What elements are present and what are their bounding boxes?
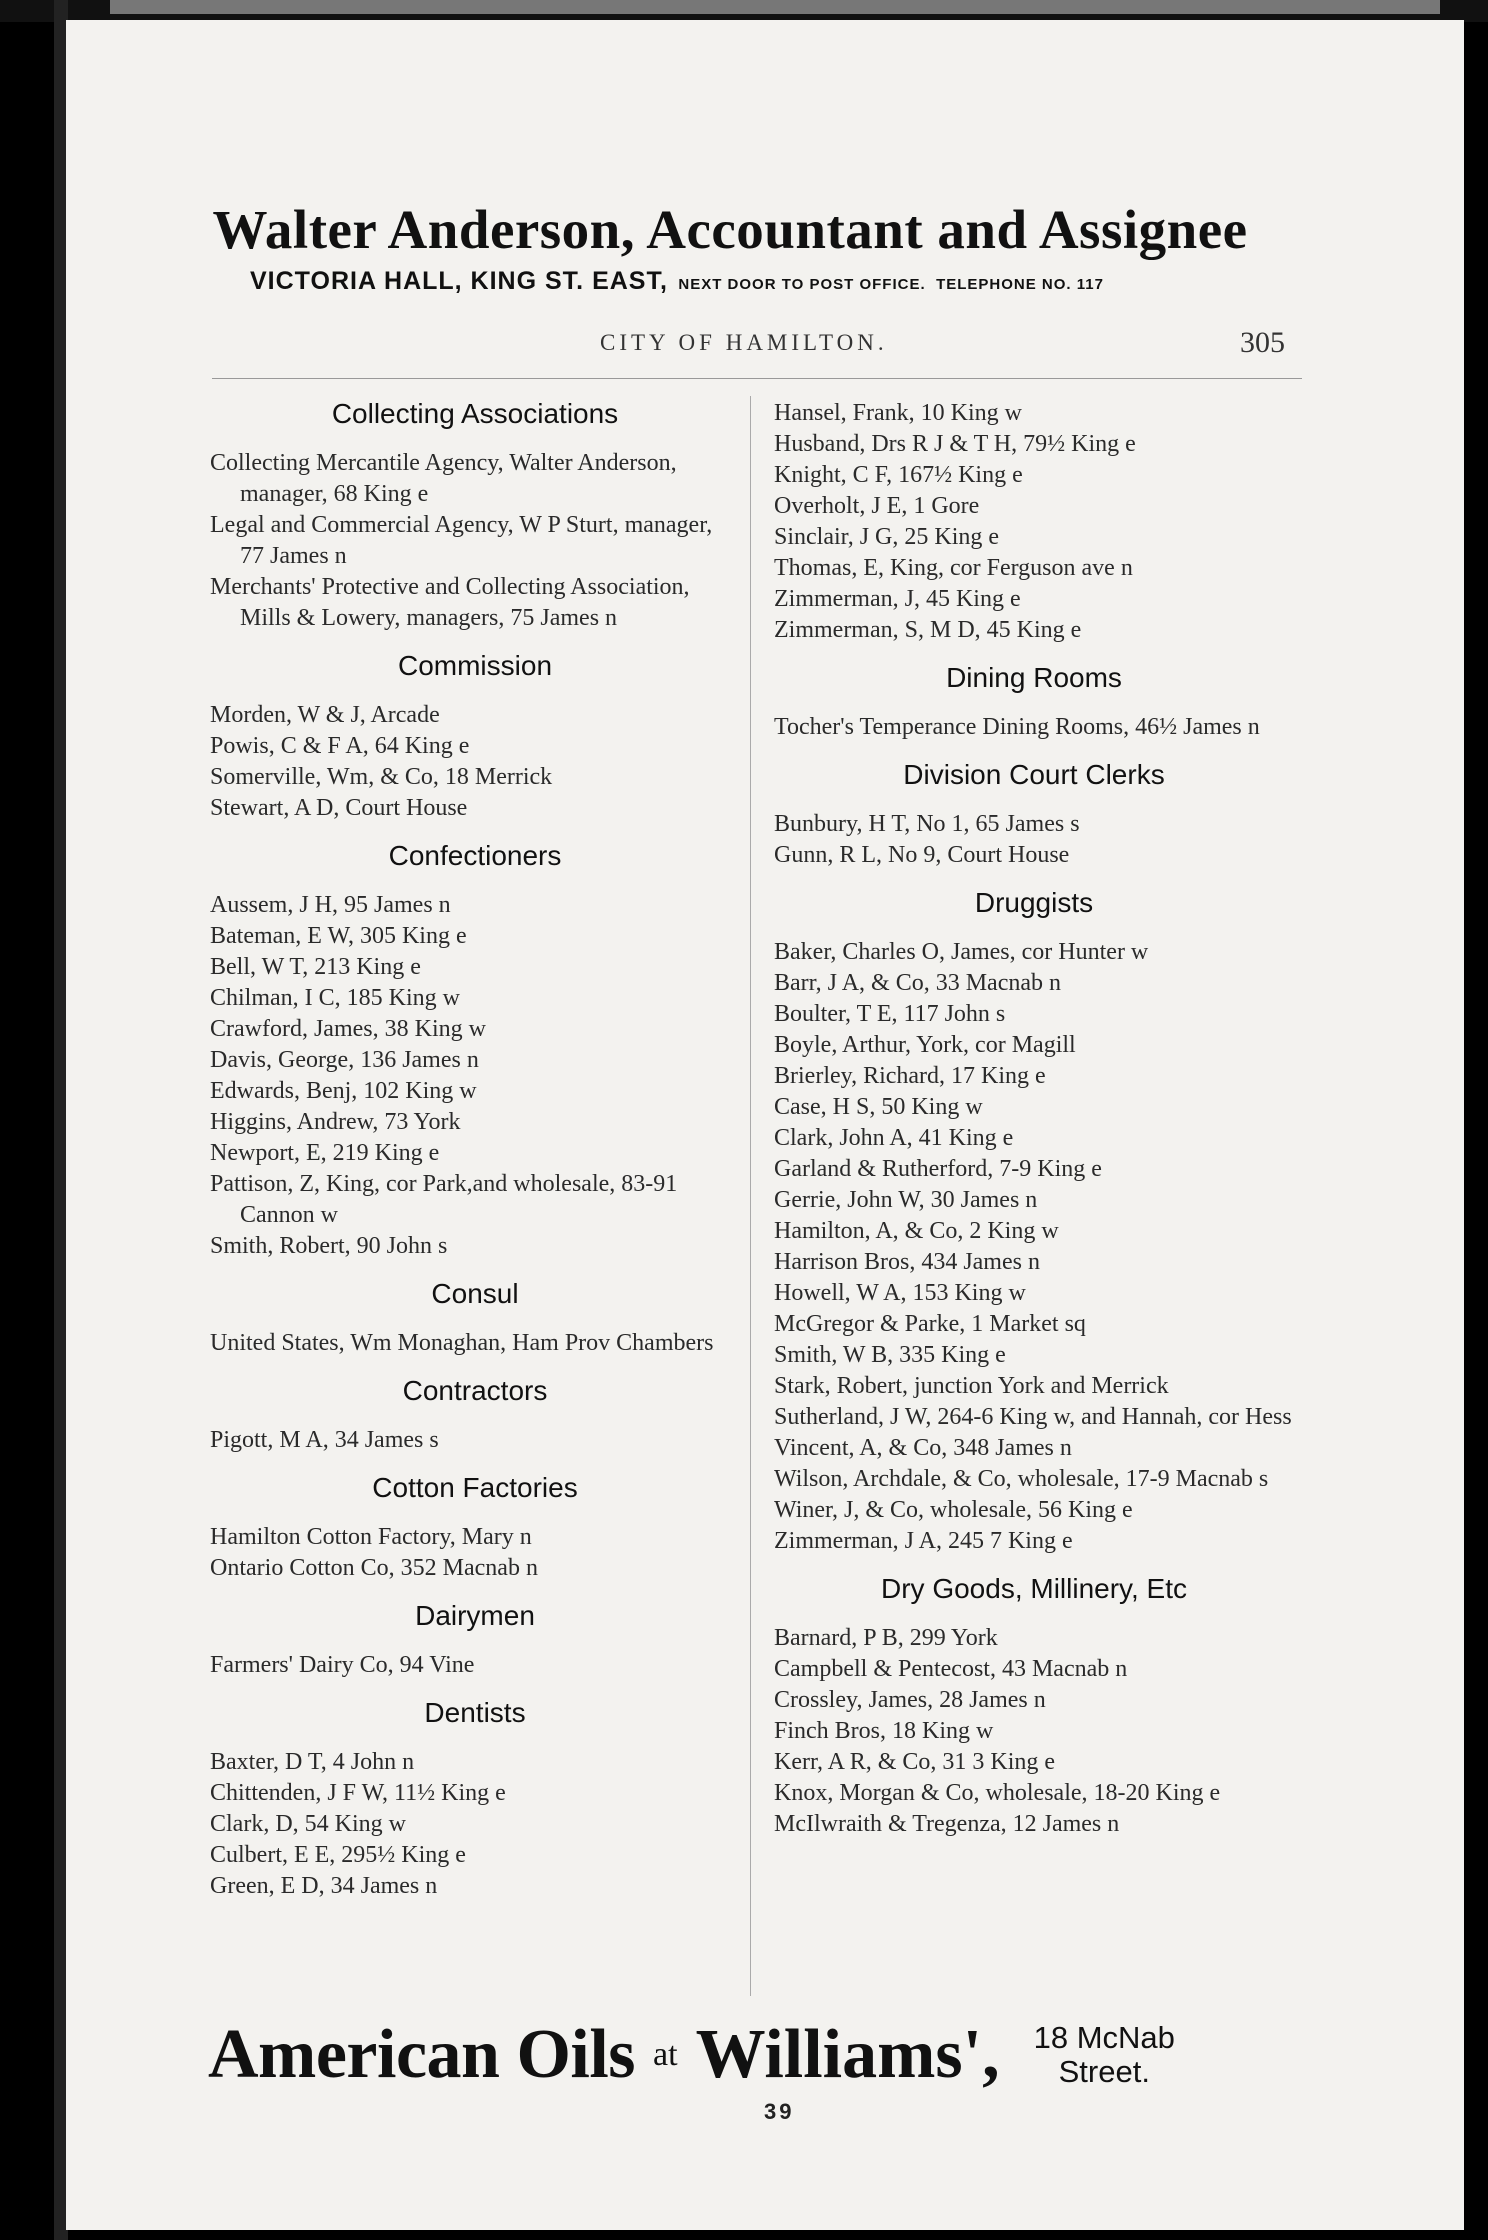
directory-section	[774, 662, 1294, 743]
footer-ad-merchant: Williams',	[695, 2016, 1000, 2093]
directory-entry: Pattison, Z, King, cor Park,and wholesale, 83-91 Cannon w	[210, 1171, 678, 1228]
directory-entry: Garland & Rutherford, 7-9 King e	[774, 1156, 1102, 1182]
section-heading: Druggists	[974, 887, 1094, 918]
directory-entry: Finch Bros, 18 King w	[774, 1718, 994, 1744]
directory-entry: Hamilton Cotton Factory, Mary n	[210, 1524, 532, 1550]
directory-entry: Smith, Robert, 90 John s	[210, 1233, 448, 1259]
section-heading: Dining Rooms	[946, 662, 1122, 693]
section-heading: Dry Goods, Millinery, Etc	[881, 1573, 1187, 1604]
directory-section	[210, 1278, 740, 1359]
directory-section	[210, 1375, 740, 1456]
directory-entry: Farmers' Dairy Co, 94 Vine	[210, 1652, 475, 1678]
directory-section	[210, 1472, 740, 1584]
directory-entry: Thomas, E, King, cor Ferguson ave n	[774, 555, 1133, 581]
directory-section	[210, 840, 740, 1262]
directory-entry: Case, H S, 50 King w	[774, 1094, 983, 1120]
section-heading: Collecting Associations	[331, 398, 619, 429]
directory-section	[210, 1697, 740, 1902]
directory-entry: Zimmerman, J A, 245 7 King e	[774, 1528, 1073, 1554]
footer-ad	[208, 2015, 1308, 2095]
directory-section	[210, 398, 740, 634]
directory-entry: Gerrie, John W, 30 James n	[774, 1187, 1038, 1213]
directory-entry: Boulter, T E, 117 John s	[774, 1001, 1006, 1027]
directory-entry: Culbert, E E, 295½ King e	[210, 1842, 466, 1868]
header-ad-address: VICTORIA HALL, KING ST. EAST,	[250, 267, 668, 295]
directory-entry: United States, Wm Monaghan, Ham Prov Chambers	[210, 1330, 714, 1356]
directory-entry: Stewart, A D, Court House	[210, 795, 468, 821]
scan-top-edge-highlight	[110, 0, 1440, 14]
section-heading: Confectioners	[388, 840, 562, 871]
directory-entry: Aussem, J H, 95 James n	[210, 892, 451, 918]
directory-entry: Howell, W A, 153 King w	[774, 1280, 1026, 1306]
footer-ad-address-line2: Street.	[1058, 2054, 1150, 2089]
section-heading: Cotton Factories	[372, 1472, 578, 1503]
directory-entry: Knox, Morgan & Co, wholesale, 18-20 King e	[774, 1780, 1221, 1806]
directory-entry: Winer, J, & Co, wholesale, 56 King e	[774, 1497, 1133, 1523]
directory-entry: Zimmerman, S, M D, 45 King e	[774, 617, 1082, 643]
directory-section	[774, 398, 1294, 646]
directory-entry: Stark, Robert, junction York and Merrick	[774, 1373, 1169, 1399]
directory-entry: Collecting Mercantile Agency, Walter Anderson, manager, 68 King e	[210, 450, 677, 507]
directory-entry: Crawford, James, 38 King w	[210, 1016, 486, 1042]
footer-ad-product: American Oils	[208, 2016, 636, 2093]
directory-entry: Knight, C F, 167½ King e	[774, 462, 1023, 488]
directory-entry: Zimmerman, J, 45 King e	[774, 586, 1021, 612]
directory-entry: Bateman, E W, 305 King e	[210, 923, 467, 949]
directory-entry: Newport, E, 219 King e	[210, 1140, 440, 1166]
section-heading: Dentists	[424, 1697, 526, 1728]
directory-entry: Hansel, Frank, 10 King w	[774, 400, 1022, 426]
directory-entry: Boyle, Arthur, York, cor Magill	[774, 1032, 1076, 1058]
directory-entry: Green, E D, 34 James n	[210, 1873, 438, 1899]
directory-entry: Vincent, A, & Co, 348 James n	[774, 1435, 1072, 1461]
directory-entry: Chilman, I C, 185 King w	[210, 985, 460, 1011]
directory-entry: Somerville, Wm, & Co, 18 Merrick	[210, 764, 553, 790]
directory-entry: Clark, John A, 41 King e	[774, 1125, 1014, 1151]
column-divider	[750, 396, 751, 1996]
directory-entry: Powis, C & F A, 64 King e	[210, 733, 470, 759]
directory-entry: Chittenden, J F W, 11½ King e	[210, 1780, 506, 1806]
directory-entry: Gunn, R L, No 9, Court House	[774, 842, 1070, 868]
directory-entry: Bunbury, H T, No 1, 65 James s	[774, 811, 1080, 837]
directory-entry: Higgins, Andrew, 73 York	[210, 1109, 461, 1135]
directory-entry: Kerr, A R, & Co, 31 3 King e	[774, 1749, 1056, 1775]
directory-entry: Clark, D, 54 King w	[210, 1811, 406, 1837]
directory-entry: McGregor & Parke, 1 Market sq	[774, 1311, 1086, 1337]
header-ad-telephone: TELEPHONE NO. 117	[936, 276, 1104, 293]
directory-entry: Barr, J A, & Co, 33 Macnab n	[774, 970, 1062, 996]
section-heading: Consul	[431, 1278, 519, 1309]
directory-entry: Wilson, Archdale, & Co, wholesale, 17-9 Macnab s	[774, 1466, 1269, 1492]
running-head: CITY OF HAMILTON.	[600, 330, 888, 355]
directory-entry: Harrison Bros, 434 James n	[774, 1249, 1040, 1275]
directory-entry: Ontario Cotton Co, 352 Macnab n	[210, 1555, 538, 1581]
directory-section	[774, 759, 1294, 871]
signature-mark: 39	[764, 2099, 795, 2124]
directory-entry: Sutherland, J W, 264-6 King w, and Hannah, cor Hess	[774, 1404, 1292, 1430]
right-column	[774, 398, 1294, 1856]
directory-entry: Husband, Drs R J & T H, 79½ King e	[774, 431, 1136, 457]
directory-entry: Tocher's Temperance Dining Rooms, 46½ James n	[774, 714, 1260, 740]
scan-top-edge	[0, 0, 1488, 22]
header-ad-title: Walter Anderson, Accountant and Assignee	[212, 199, 1248, 260]
section-heading: Commission	[397, 650, 553, 681]
section-heading: Dairymen	[415, 1600, 535, 1631]
section-heading: Contractors	[402, 1375, 548, 1406]
left-column	[210, 398, 740, 1918]
header-ad-subline	[250, 267, 1250, 296]
directory-entry: Hamilton, A, & Co, 2 King w	[774, 1218, 1059, 1244]
directory-entry: Overholt, J E, 1 Gore	[774, 493, 980, 519]
directory-entry: Brierley, Richard, 17 King e	[774, 1063, 1046, 1089]
directory-entry: Smith, W B, 335 King e	[774, 1342, 1006, 1368]
footer-ad-at: at	[653, 2036, 678, 2073]
directory-section	[210, 1600, 740, 1681]
directory-entry: Sinclair, J G, 25 King e	[774, 524, 1000, 550]
directory-entry: Campbell & Pentecost, 43 Macnab n	[774, 1656, 1128, 1682]
directory-entry: Baker, Charles O, James, cor Hunter w	[774, 939, 1149, 965]
directory-section	[774, 887, 1294, 1557]
directory-entry: Legal and Commercial Agency, W P Sturt, manager, 77 James n	[210, 512, 713, 569]
directory-section	[210, 650, 740, 824]
directory-section	[774, 1573, 1294, 1840]
directory-entry: Barnard, P B, 299 York	[774, 1625, 998, 1651]
directory-entry: McIlwraith & Tregenza, 12 James n	[774, 1811, 1120, 1837]
directory-entry: Bell, W T, 213 King e	[210, 954, 421, 980]
directory-entry: Edwards, Benj, 102 King w	[210, 1078, 477, 1104]
directory-entry: Crossley, James, 28 James n	[774, 1687, 1046, 1713]
directory-entry: Merchants' Protective and Collecting Association, Mills & Lowery, managers, 75 James n	[210, 574, 690, 631]
header-ad-note: NEXT DOOR TO POST OFFICE.	[678, 276, 926, 293]
directory-entry: Davis, George, 136 James n	[210, 1047, 479, 1073]
header-rule	[212, 378, 1302, 379]
directory-entry: Morden, W & J, Arcade	[210, 702, 440, 728]
section-heading: Division Court Clerks	[903, 759, 1165, 790]
directory-entry: Baxter, D T, 4 John n	[210, 1749, 415, 1775]
page-number: 305	[1240, 326, 1285, 359]
footer-ad-address	[1034, 2021, 1175, 2089]
footer-ad-address-line1: 18 McNab	[1033, 2020, 1175, 2055]
directory-entry: Pigott, M A, 34 James s	[210, 1427, 439, 1453]
